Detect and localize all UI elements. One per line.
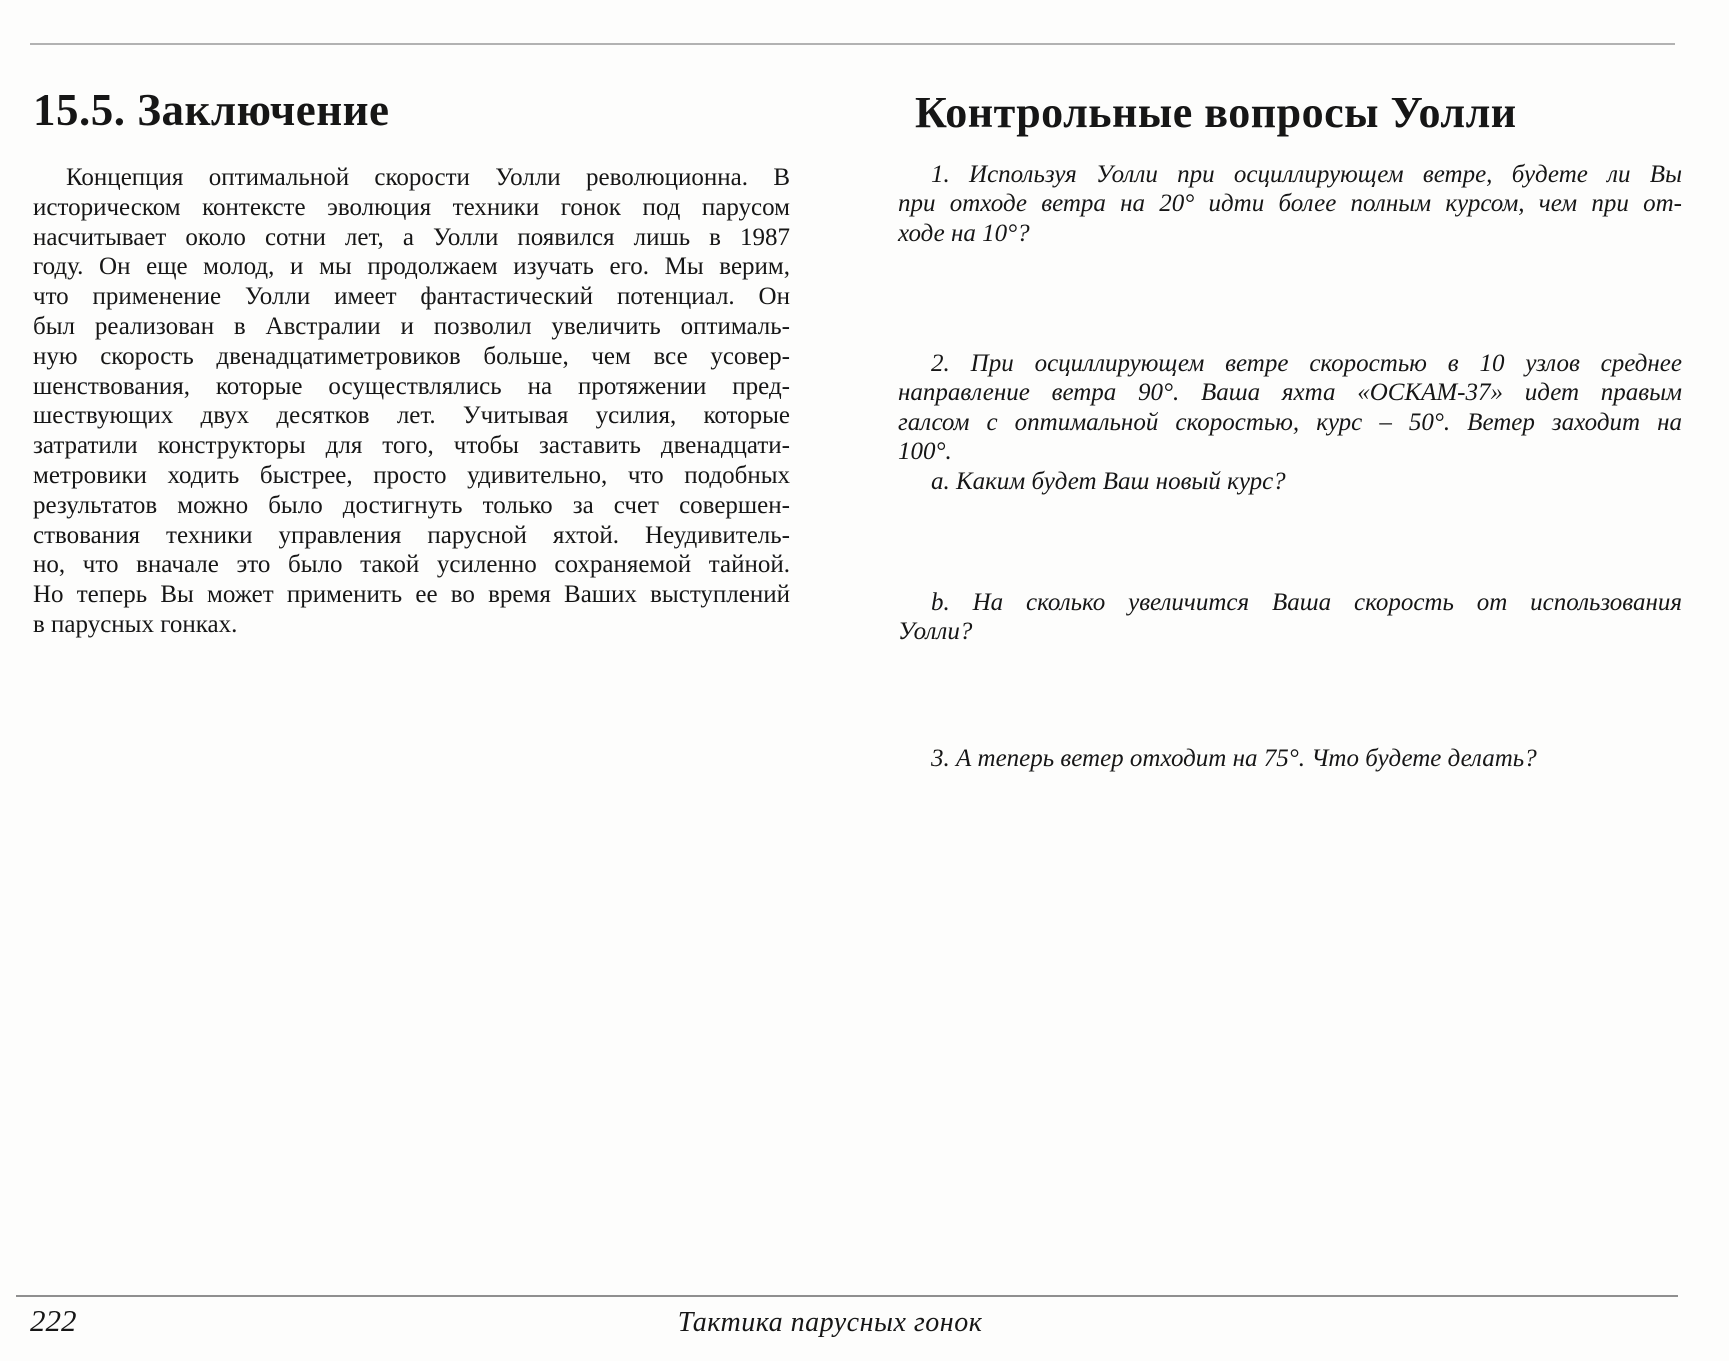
paragraph-line: затратили конструкторы для того, чтобы заставить двенадцати- (33, 432, 790, 460)
question-line: 1. Используя Уолли при осциллирующем ветре, будете ли Вы (931, 161, 1682, 188)
question-line: а. Каким будет Ваш новый курс? (931, 467, 1286, 495)
question-2 (898, 349, 1682, 496)
question-line: направление ветра 90°. Ваша яхта «ОСКАМ-37» идет правым (898, 379, 1682, 407)
paragraph-line: метровики ходить быстрее, просто удивительно, что подобных (33, 461, 790, 489)
question-line: при отходе ветра на 20° идти более полным курсом, чем при от- (898, 190, 1682, 218)
paragraph-line: был реализован в Австралии и позволил увеличить оптималь- (33, 312, 790, 340)
paragraph-line: ствования техники управления парусной яхтой. Неудивитель- (33, 521, 790, 549)
paragraph-line: Но теперь Вы может применить ее во время Ваших выступлений (33, 581, 790, 609)
paragraph-line: в парусных гонках. (33, 610, 238, 638)
paragraph-line: результатов можно было достигнуть только за счет совершен- (33, 491, 790, 519)
question-line: 100°. (898, 438, 952, 466)
footer-book-title: Тактика парусных гонок (677, 1307, 983, 1338)
paragraph-line: ную скорость двенадцатиметровиков больше, чем все усовер- (33, 342, 790, 370)
question-1 (898, 160, 1682, 248)
paragraph-line: историческом контексте эволюция техники гонок под парусом (33, 193, 790, 221)
footer-rule (16, 1295, 1678, 1297)
question-line: 3. А теперь ветер отходит на 75°. Что будете делать? (931, 745, 1537, 772)
question-line: галсом с оптимальной скоростью, курс – 50°. Ветер заходит на (898, 408, 1682, 436)
paragraph-line: году. Он еще молод, и мы продолжаем изучать его. Мы верим, (33, 253, 790, 281)
question-3 (898, 744, 1682, 773)
page-number: 222 (30, 1303, 77, 1338)
question-line: 2. При осциллирующем ветре скоростью в 10 узлов среднее (931, 350, 1682, 377)
question-line: b. На сколько увеличится Ваша скорость от использования (931, 589, 1682, 616)
paragraph-line: насчитывает около сотни лет, а Уолли появился лишь в 1987 (33, 223, 790, 251)
header-rule (30, 43, 1675, 45)
question-line: ходе на 10°? (898, 219, 1030, 247)
question-b (898, 588, 1682, 647)
paragraph-line: шенствования, которые осуществлялись на протяжении пред- (33, 372, 790, 400)
paragraph-line: Концепция оптимальной скорости Уолли революционна. В (66, 164, 790, 191)
question-line: Уолли? (898, 618, 973, 646)
questions-heading: Контрольные вопросы Уолли (915, 88, 1517, 137)
paragraph-line: шествующих двух десятков лет. Учитывая усилия, которые (33, 402, 790, 430)
paragraph-line: но, что вначале это было такой усиленно сохраняемой тайной. (33, 551, 790, 579)
paragraph-line: что применение Уолли имеет фантастический потенциал. Он (33, 283, 790, 311)
conclusion-paragraph (33, 163, 790, 640)
section-heading: 15.5. Заключение (33, 85, 390, 135)
